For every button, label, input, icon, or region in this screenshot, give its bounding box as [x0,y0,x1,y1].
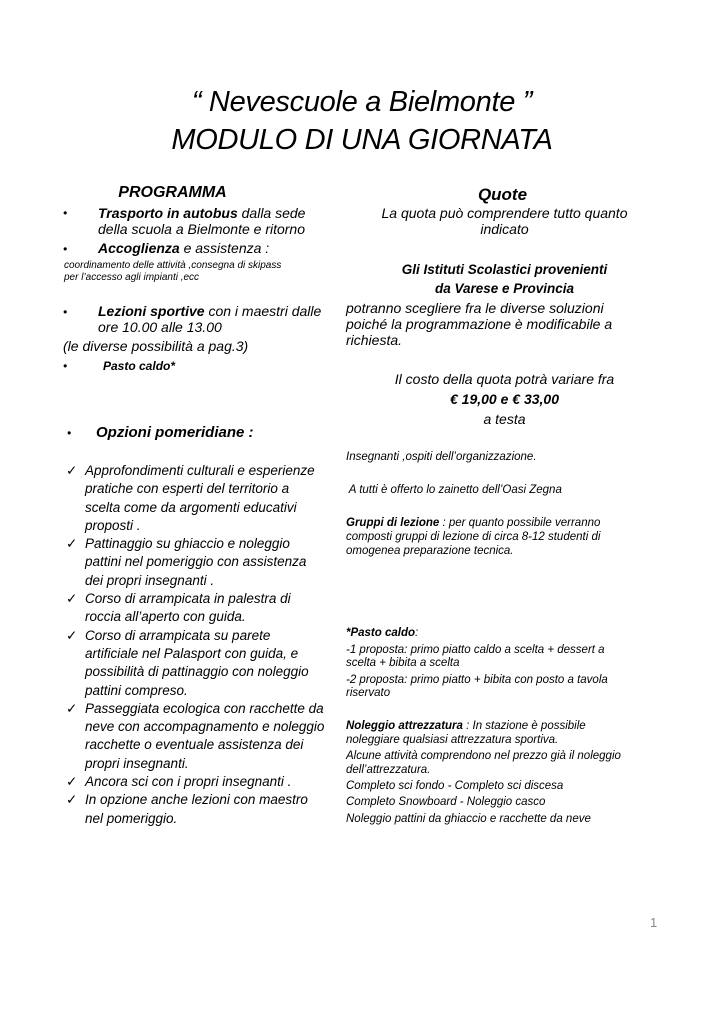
proposta-2-line-2: riservato [346,687,391,699]
a-testa: a testa [483,411,526,427]
istituti-line-2: da Varese e Provincia [434,281,575,296]
opzione-line: pratiche con esperti del territorio a [85,481,290,497]
soluzioni-line-3: richiesta. [346,332,403,348]
opzione-line: nel pomeriggio. [85,810,178,826]
completo-snowboard: Completo Snowboard - Noleggio casco [346,796,546,808]
bullet-icon: • [63,206,68,220]
bullet-icon: • [63,305,68,319]
checkmark-icon: ✓ [66,536,78,552]
costo-line: Il costo della quota potrà variare fra [394,371,615,387]
opzione-item [66,590,336,627]
programma-item-accoglienza: Accoglienza e assistenza : [98,240,270,256]
opzione-line: neve con accompagnamento e noleggio [85,719,325,735]
opzione-line: proposti . [85,517,141,533]
opzione-line: artificiale nel Palasport con guida, e [85,645,299,661]
pasto-caldo-heading: *Pasto caldo: [346,627,419,639]
programma-item-lezioni: Lezioni sportive con i maestri dalle [98,303,322,319]
checkmark-icon: ✓ [66,627,78,643]
gruppi-line-2: composti gruppi di lezione di circa 8-12 studenti di [346,531,601,543]
opzione-line: Pattinaggio su ghiaccio e noleggio [85,536,290,552]
programma-pasto-caldo: Pasto caldo* [103,359,176,373]
programma-item-trasporto-line2: della scuola a Bielmonte e ritorno [98,221,306,237]
trasporto-bold: Trasporto in autobus [98,205,238,221]
opzione-item [66,773,336,791]
quote-line-1: La quota può comprendere tutto quanto [381,205,628,221]
soluzioni-line-2: poiché la programmazione è modificabile a [346,316,613,332]
bullet-icon: • [63,359,68,373]
lezioni-bold: Lezioni sportive [98,303,205,319]
istituti-line-1: Gli Istituti Scolastici provenienti [401,262,608,277]
opzione-line: Corso di arrampicata su parete [85,627,271,643]
bullet-icon: • [67,426,72,440]
alcune-line-2: dell’attrezzatura. [346,764,431,776]
opzione-line: Approfondimenti culturali e esperienze [85,463,315,478]
completo-fondo: Completo sci fondo - Completo sci discesa [346,780,564,792]
opzione-line: pattini compreso. [85,682,188,698]
programma-item-lezioni-line2: ore 10.00 alle 13.00 [98,319,222,335]
opzione-item [66,462,336,535]
opzione-line: racchette o eventuale assistenza dei [85,737,304,753]
soluzioni-line-1: potranno scegliere fra le diverse soluzioni [346,300,604,316]
programma-item-trasporto: Trasporto in autobus dalla sede [98,205,306,221]
opzione-item [66,535,336,590]
opzioni-heading: Opzioni pomeridiane : [96,424,254,441]
checkmark-icon: ✓ [66,774,78,790]
zainetto-note: A tutti è offerto lo zainetto dell’Oasi Zegna [346,484,562,496]
opzione-line: pattini nel pomeriggio con assistenza [85,554,307,570]
checkmark-icon: ✓ [66,792,78,808]
checkmark-icon: ✓ [66,591,78,607]
quote-line-2: indicato [480,221,529,237]
noleggio-pattini: Noleggio pattini da ghiaccio e racchette da neve [346,813,591,825]
noleggio-line-2: noleggiare qualsiasi attrezzatura sportiva. [346,734,559,746]
page-number: 1 [650,915,658,930]
title-line-2: MODULO DI UNA GIORNATA [171,124,553,156]
programma-possibilita: (le diverse possibilità a pag.3) [63,338,249,354]
opzione-item [66,627,336,700]
alcune-line-1: Alcune attività comprendono nel prezzo già il noleggio [346,750,621,762]
opzione-line: possibilità di pattinaggio con noleggio [85,664,309,680]
proposta-2-line-1: -2 proposta: primo piatto + bibita con posto a tavola [346,674,608,686]
opzione-line: roccia all’aperto con guida. [85,609,246,625]
opzione-item [66,700,336,773]
accoglienza-bold: Accoglienza [98,240,180,256]
opzione-line: In opzione anche lezioni con maestro [85,792,308,808]
noleggio-line-1: Noleggio attrezzatura : In stazione è possibile [346,720,586,732]
opzione-line: scelta come da argomenti educativi [85,499,297,515]
opzione-line: dei propri insegnanti . [85,572,215,588]
programma-heading: PROGRAMMA [118,184,227,201]
opzione-line: Ancora sci con i propri insegnanti . [85,774,292,790]
title-line-1: “ Nevescuole a Bielmonte ” [191,86,533,118]
proposta-1-line-1: -1 proposta: primo piatto caldo a scelta + dessert a [346,644,605,656]
accoglienza-note-line2: per l’accesso agli impianti ,ecc [64,272,200,283]
gruppi-line-3: omogenea preparazione tecnica. [346,545,514,557]
proposta-1-line-2: scelta + bibita a scelta [346,657,460,669]
opzione-line: Corso di arrampicata in palestra di [85,591,291,607]
opzione-item [66,791,336,828]
insegnanti-note: Insegnanti ,ospiti dell’organizzazione. [346,451,537,463]
checkmark-icon: ✓ [66,463,78,478]
opzione-line: propri insegnanti. [85,755,189,771]
opzioni-list [66,462,336,828]
prezzo-range: € 19,00 e € 33,00 [450,391,559,407]
gruppi-line-1: Gruppi di lezione : per quanto possibile verranno [346,517,601,529]
opzione-line: Passeggiata ecologica con racchette da [85,700,324,716]
checkmark-icon: ✓ [66,700,78,716]
accoglienza-note-line1: coordinamento delle attività ,consegna di skipass [64,260,282,271]
bullet-icon: • [63,242,68,256]
quote-heading: Quote [477,185,528,204]
